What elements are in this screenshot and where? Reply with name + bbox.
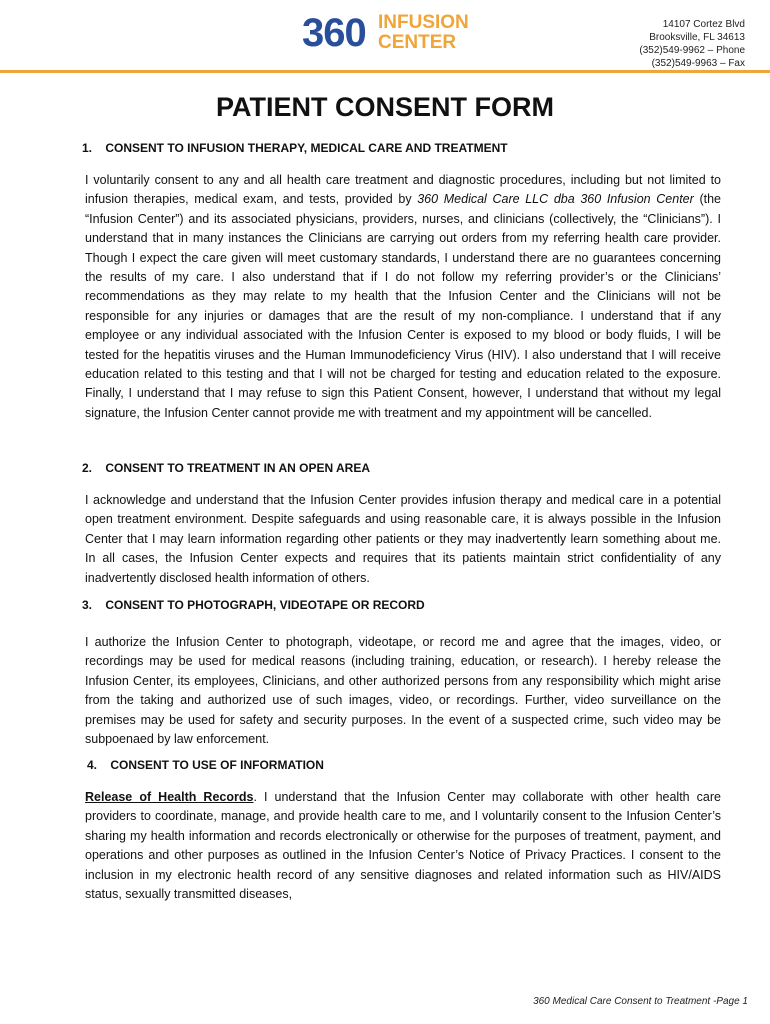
section-1-title: CONSENT TO INFUSION THERAPY, MEDICAL CARE AND TREATMENT [105,141,508,155]
logo-word-infusion: INFUSION [378,12,469,33]
section-2-heading [82,461,370,475]
section-2-text: I acknowledge and understand that the Infusion Center provides infusion therapy and medical care in a potential open treatment environment. Despite safeguards and using reasonable care, it is always possible in the Infusion Center that I may learn information regarding other patients or they may inadvertently learn something about me. In all cases, the Infusion Center expects and requires that its patients maintain strict confidentiality of any inadvertently disclosed health information of others. [85,493,721,585]
section-3-title: CONSENT TO PHOTOGRAPH, VIDEOTAPE OR RECORD [105,598,425,612]
section-4-number: 4. [87,758,98,772]
section-1-text: I voluntarily consent to any and all health care treatment and diagnostic procedures, including but not limited to infusion therapies, medical exam, and tests, provided by 360 Medical Care LLC dba 360 Infusion Center (the “Infusion Center”) and its associated physicians, providers, nurses, and clinicians (collectively, the “Clinicians”). I understand that in many instances the Clinicians are carrying out orders from my referring health care provider. Though I expect the care given will meet customary standards, I understand there are no guarantees concerning the results of my care. I also understand that if I do not follow my referring provider’s or the Clinicians’ recommendations as they may relate to my health that the Infusion Center and the Clinicians will not be responsible for any injuries or damages that are the result of my non-compliance. I understand that if any employee or any individual associated with the Infusion Center is exposed to my blood or body fluids, I will be tested for the hepatitis viruses and the Human Immunodeficiency Virus (HIV). I also understand that I will receive education related to this testing and that I will not be charged for testing and education related to the exposure. Finally, I understand that I may refuse to sign this Patient Consent, however, I understand that without my legal signature, the Infusion Center cannot provide me with treatment and my appointment will be cancelled. [85,173,721,420]
section-2-title: CONSENT TO TREATMENT IN AN OPEN AREA [105,461,371,475]
section-1-number: 1. [82,141,93,155]
address-phone: (352)549-9962 – Phone [639,45,745,56]
section-4-title: CONSENT TO USE OF INFORMATION [110,758,324,772]
page-footer: 360 Medical Care Consent to Treatment -Page 1 [533,996,748,1007]
header-divider [0,70,770,73]
section-4-text: Release of Health Records. I understand that the Infusion Center may collaborate with other health care providers to coordinate, manage, and provide health care to me, and I voluntarily consent to the Infusion Center’s sharing my health information and records electronically or otherwise for the purposes of treatment, payment, and operations and other purposes as outlined in the Infusion Center’s Notice of Privacy Practices. I consent to the inclusion in my electronic health record of any sensitive diagnoses and related information such as HIV/AIDS status, sexually transmitted diseases, [85,790,721,902]
page-title: PATIENT CONSENT FORM [216,92,554,122]
logo-number: 360 [302,11,366,55]
section-4-heading [87,758,324,772]
section-3-text: I authorize the Infusion Center to photograph, videotape, or record me and agree that the images, video, or recordings may be used for medical reasons (including training, education, or research). I hereby release the Infusion Center, its employees, Clinicians, and other authorized persons from any responsibility which might arise from the taking and authorized use of such images, video, or recordings. Further, video surveillance on the premises may be used for safety and security purposes. In the event of a suspected crime, such video may be subpoenaed by law enforcement. [85,635,721,747]
address-block [639,18,745,70]
logo-word-center: CENTER [378,32,457,53]
section-3-heading [82,598,425,612]
section-3-number: 3. [82,598,93,612]
address-fax: (352)549-9963 – Fax [651,58,745,69]
section-2-number: 2. [82,461,93,475]
release-of-health-records-label: Release of Health Records [85,790,254,804]
address-street: 14107 Cortez Blvd [662,19,745,30]
section-1-heading [82,141,508,155]
logo [302,10,469,58]
section-1-entity-name: 360 Medical Care LLC dba 360 Infusion Center [417,192,694,207]
address-city: Brooksville, FL 34613 [649,32,745,43]
